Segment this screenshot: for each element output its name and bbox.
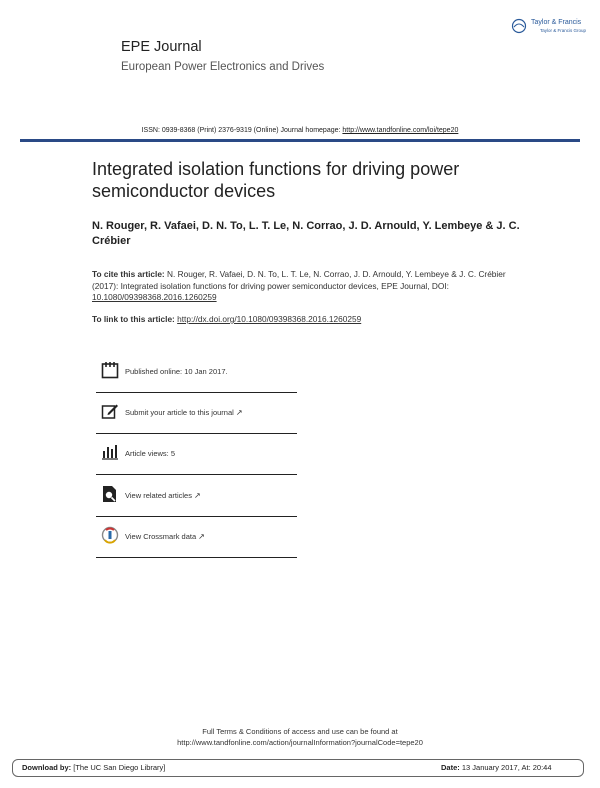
published-date: Published online: 10 Jan 2017. <box>125 367 228 376</box>
download-info-bar <box>12 759 584 777</box>
doi-link[interactable]: 10.1080/09398368.2016.1260259 <box>92 292 217 302</box>
submit-article-label: Submit your article to this journal <box>125 408 234 417</box>
journal-title: EPE Journal <box>121 39 202 55</box>
date-value: 13 January 2017, At: 20:44 <box>459 763 552 772</box>
journal-homepage-link[interactable]: http://www.tandfonline.com/loi/tepe20 <box>342 127 459 134</box>
download-institution: [The UC San Diego Library] <box>71 763 166 772</box>
journal-subtitle: European Power Electronics and Drives <box>121 61 325 73</box>
views-item <box>96 434 297 475</box>
link-label: To link to this article: <box>92 314 178 324</box>
bar-chart-icon <box>101 443 119 461</box>
download-label: Download by: <box>22 763 72 772</box>
article-link-block <box>92 314 522 326</box>
submit-article-link[interactable] <box>125 408 243 417</box>
logo-text: Taylor & Francis <box>531 19 582 26</box>
logo-subtext: Taylor & Francis Group <box>540 28 587 33</box>
related-articles-link[interactable] <box>125 491 201 500</box>
download-by <box>22 763 165 772</box>
article-url-link[interactable]: http://dx.doi.org/10.1080/09398368.2016.1260259 <box>177 314 362 324</box>
cite-text: N. Rouger, R. Vafaei, D. N. To, L. T. Le, N. Corrao, J. D. Arnould, Y. Lembeye & J. C. Crébier (2017): Integrated isolation functions for driving power semiconductor devices, EPE Journal, DOI: <box>92 269 506 291</box>
submit-article-item[interactable] <box>96 393 297 434</box>
footer-terms <box>0 726 600 748</box>
crossmark-item[interactable] <box>96 517 297 558</box>
article-authors: N. Rouger, R. Vafaei, D. N. To, L. T. Le, N. Corrao, J. D. Arnould, Y. Lembeye & J. C. Crébier <box>92 220 520 247</box>
external-link-icon: ↗ <box>235 408 243 417</box>
issn-line <box>0 127 600 134</box>
published-item <box>96 352 297 393</box>
download-date <box>441 763 552 772</box>
related-articles-item[interactable] <box>96 476 297 517</box>
article-title: Integrated isolation functions for driving power semiconductor devices <box>92 159 460 201</box>
crossmark-label: View Crossmark data <box>125 532 197 541</box>
article-views: Article views: 5 <box>125 449 176 458</box>
header-divider <box>20 139 580 142</box>
citation-block <box>92 269 522 304</box>
external-link-icon: ↗ <box>193 491 201 500</box>
terms-line: Full Terms & Conditions of access and use can be found at <box>202 727 398 736</box>
issn-text: ISSN: 0939-8368 (Print) 2376-9319 (Online) Journal homepage: <box>141 127 343 134</box>
crossmark-link[interactable] <box>125 532 205 541</box>
related-articles-label: View related articles <box>125 491 192 500</box>
edit-icon <box>101 402 119 420</box>
crossmark-icon <box>101 526 119 544</box>
external-link-icon: ↗ <box>198 532 205 541</box>
calendar-icon <box>101 361 119 379</box>
date-label: Date: <box>441 763 460 772</box>
terms-url[interactable]: http://www.tandfonline.com/action/journalInformation?journalCode=tepe20 <box>177 738 423 747</box>
document-search-icon <box>101 485 119 503</box>
cite-label: To cite this article: <box>92 269 165 279</box>
